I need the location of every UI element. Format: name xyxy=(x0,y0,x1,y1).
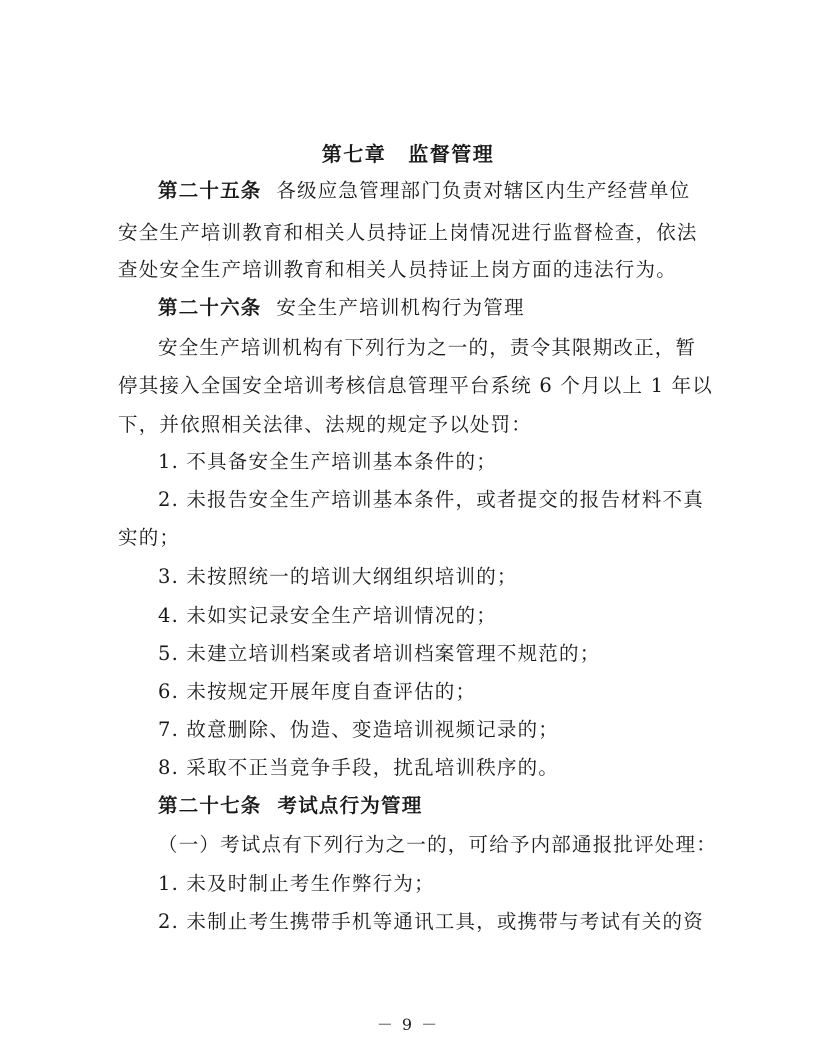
chapter-title: 监督管理 xyxy=(408,142,495,166)
article-26-title: 安全生产培训机构行为管理 xyxy=(276,296,525,319)
article-25-text-1: 各级应急管理部门负责对辖区内生产经营单位 xyxy=(276,179,691,202)
article-26-item-6: 6. 未按规定开展年度自查评估的； xyxy=(158,680,477,703)
article-26-item-2a: 2. 未报告安全生产培训基本条件，或者提交的报告材料不真 xyxy=(158,488,704,511)
page-number: － 9 － xyxy=(376,1015,440,1034)
chapter-number: 第七章 xyxy=(321,142,387,166)
article-27-item-1: 1. 未及时制止考生作弊行为； xyxy=(158,872,435,895)
article-26-item-3: 3. 未按照统一的培训大纲组织培训的； xyxy=(158,565,518,588)
article-27-title: 考试点行为管理 xyxy=(277,794,423,817)
article-27-heading: 第二十七条 xyxy=(158,794,262,817)
article-26-item-4: 4. 未如实记录安全生产培训情况的； xyxy=(158,604,497,627)
chapter-heading xyxy=(0,140,816,168)
article-26-item-8: 8. 采取不正当竞争手段，扰乱培训秩序的。 xyxy=(158,756,560,779)
article-26-item-5: 5. 未建立培训档案或者培训档案管理不规范的； xyxy=(158,642,601,665)
article-25-line-3: 查处安全生产培训教育和相关人员持证上岗方面的违法行为。 xyxy=(118,258,677,281)
article-27-heading-line xyxy=(158,792,422,820)
article-26-intro-3: 下，并依照相关法律、法规的规定予以处罚： xyxy=(118,413,533,436)
article-26-intro-1: 安全生产培训机构有下列行为之一的，责令其限期改正，暂 xyxy=(158,336,697,359)
article-27-intro: （一）考试点有下列行为之一的，可给予内部通报批评处理： xyxy=(158,833,717,856)
article-26-intro-2: 停其接入全国安全培训考核信息管理平台系统 6 个月以上 1 年以 xyxy=(118,374,714,397)
article-25-heading: 第二十五条 xyxy=(158,179,262,202)
article-26-heading: 第二十六条 xyxy=(158,296,262,319)
article-25-line-2: 安全生产培训教育和相关人员持证上岗情况进行监督检查，依法 xyxy=(118,221,698,244)
article-26-heading-line xyxy=(158,294,525,322)
article-25-line-1 xyxy=(158,177,690,205)
article-27-item-2: 2. 未制止考生携带手机等通讯工具，或携带与考试有关的资 xyxy=(158,910,704,933)
article-26-item-1: 1. 不具备安全生产培训基本条件的； xyxy=(158,450,497,473)
article-26-item-7: 7. 故意删除、伪造、变造培训视频记录的； xyxy=(158,718,560,741)
article-26-item-2b: 实的； xyxy=(118,526,181,549)
